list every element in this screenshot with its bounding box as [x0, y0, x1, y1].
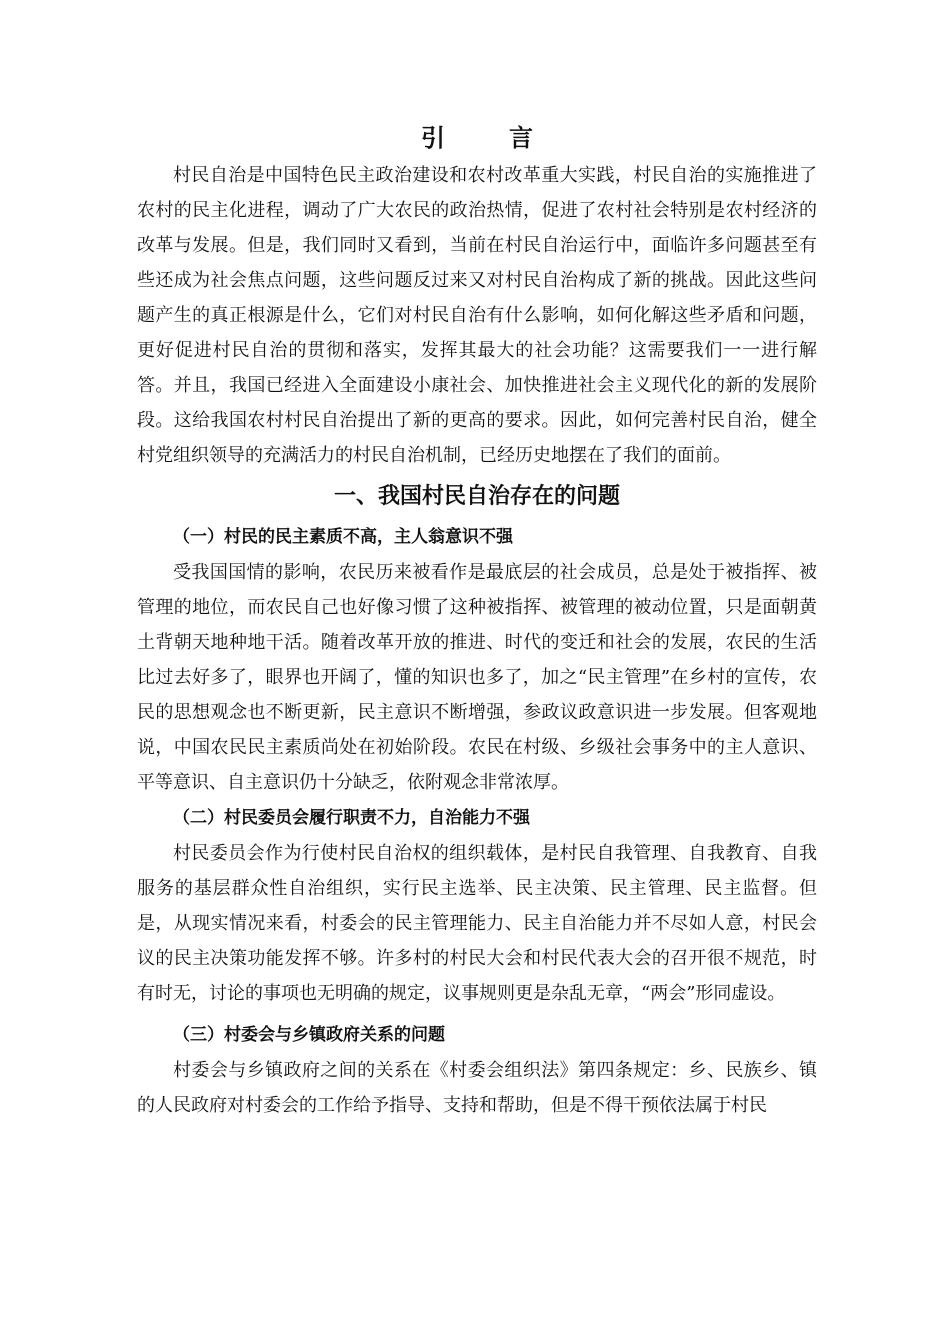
subsection-heading-2: （二）村民委员会履行职责不力，自治能力不强: [173, 808, 530, 828]
document-page: [137, 118, 817, 1123]
subsection-paragraph-1: 受我国国情的影响，农民历来被看作是最底层的社会成员，总是处于被指挥、被管理的地位，而农民自己也好像习惯了这种被指挥、被管理的被动位置，只是面朝黄土背朝天地种地干活。随着改革开放的推进、时代的变迁和社会的发展，农民的生活比过去好多了，眼界也开阔了，懂的知识也多了，加之“民主管理”在乡村的宣传，农民的思想观念也不断更新，民主意识不断增强，参政议政意识进一步发展。但客观地说，中国农民民主素质尚处在初始阶段。农民在村级、乡级社会事务中的主人意识、平等意识、自主意识仍十分缺乏，依附观念非常浓厚。: [137, 562, 817, 793]
subsection-heading-1: （一）村民的民主素质不高，主人翁意识不强: [173, 527, 513, 547]
section-heading-1: 一、我国村民自治存在的问题: [333, 484, 620, 509]
subsection-paragraph-2: 村民委员会作为行使村民自治权的组织载体，是村民自我管理、自我教育、自我服务的基层群众性自治组织，实行民主选举、民主决策、民主管理、民主监督。但是，从现实情况来看，村委会的民主管理能力、民主自治能力并不尽如人意，村民会议的民主决策功能发挥不够。许多村的村民大会和村民代表大会的召开很不规范，时有时无，讨论的事项也无明确的规定，议事规则更是杂乱无章，“两会”形同虚设。: [137, 843, 817, 1004]
intro-paragraph: 村民自治是中国特色民主政治建设和农村改革重大实践，村民自治的实施推进了农村的民主化进程，调动了广大农民的政治热情，促进了农村社会特别是农村经济的改革与发展。但是，我们同时又看到，当前在村民自治运行中，面临许多问题甚至有些还成为社会焦点问题，这些问题反过来又对村民自治构成了新的挑战。因此这些问题产生的真正根源是什么，它们对村民自治有什么影响，如何化解这些矛盾和问题，更好促进村民自治的贯彻和落实，发挥其最大的社会功能？这需要我们一一进行解答。并且，我国已经进入全面建设小康社会、加快推进社会主义现代化的新的发展阶段。这给我国农村村民自治提出了新的更高的要求。因此，如何完善村民自治，健全村党组织领导的充满活力的村民自治机制，已经历史地摆在了我们的面前。: [137, 165, 817, 466]
page-title: 引 言: [421, 123, 553, 152]
subsection-heading-3: （三）村委会与乡镇政府关系的问题: [173, 1025, 445, 1045]
subsection-paragraph-3: 村委会与乡镇政府之间的关系在《村委会组织法》第四条规定：乡、民族乡、镇的人民政府对村委会的工作给予指导、支持和帮助，但是不得干预依法属于村民: [137, 1060, 817, 1116]
